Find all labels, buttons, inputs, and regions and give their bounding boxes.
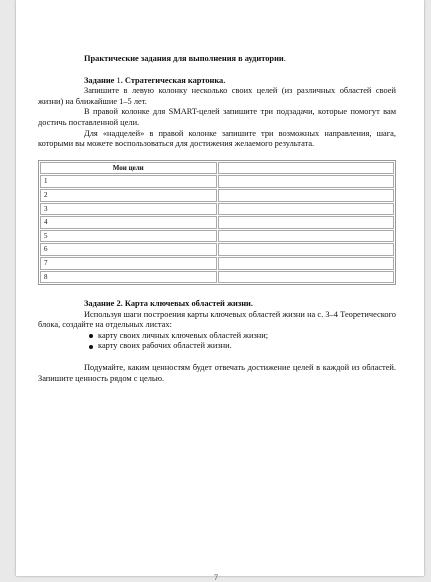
task1-paragraph: В правой колонке для SMART-целей запишите три подзадачи, которые помогут вам достичь поставленной цели.: [38, 107, 396, 127]
table-row: [40, 230, 394, 243]
table-cell[interactable]: 2: [40, 189, 217, 202]
document-page: [16, 0, 424, 582]
task1-heading: Задание 1. Стратегическая картонка.: [84, 75, 226, 85]
task2-bullet-list: [38, 331, 396, 352]
page-number: 7: [214, 573, 218, 582]
table-cell[interactable]: 4: [40, 216, 217, 229]
table-cell[interactable]: 6: [40, 243, 217, 256]
table-cell[interactable]: 3: [40, 203, 217, 216]
table-cell[interactable]: 1: [40, 175, 217, 188]
table-cell[interactable]: [218, 203, 395, 216]
task2-intro: Используя шаги построения карты ключевых областей жизни на с. 3–4 Теоретического блока, создайте на отдельных листах:: [38, 309, 396, 330]
task2-heading: Задание 2. Карта ключевых областей жизни.: [84, 299, 253, 309]
table-row: [40, 271, 394, 284]
table-row: [40, 257, 394, 270]
table-header-row: [40, 162, 394, 175]
table-row: [40, 203, 394, 216]
table-cell[interactable]: 8: [40, 271, 217, 284]
goals-table: [38, 160, 396, 285]
table-cell[interactable]: 5: [40, 230, 217, 243]
list-item: карту своих рабочих областей жизни.: [98, 341, 396, 352]
table-row: [40, 189, 394, 202]
page-content: [38, 54, 396, 384]
table-row: [40, 216, 394, 229]
task2-closing: Подумайте, каким ценностям будет отвечать достижение целей в каждой из областей. Запишите ценность рядом с целью.: [38, 363, 396, 383]
table-cell[interactable]: [218, 230, 395, 243]
task1-paragraph: Для «надцелей» в правой колонке запишите три возможных направления, шага, которыми вы можете воспользоваться для достижения желаемого результата.: [38, 128, 396, 149]
table-cell[interactable]: [218, 175, 395, 188]
table-cell[interactable]: [218, 257, 395, 270]
table-cell[interactable]: [218, 189, 395, 202]
task1-paragraph: Запишите в левую колонку несколько своих целей (из различных областей своей жизни) на ближайшие 1–5 лет.: [38, 86, 396, 106]
table-cell[interactable]: [218, 271, 395, 284]
table-cell[interactable]: [218, 243, 395, 256]
table-header-cell: Мои цели: [40, 162, 217, 175]
page-title: Практические задания для выполнения в аудитории.: [84, 54, 286, 63]
table-cell[interactable]: [218, 216, 395, 229]
list-item: карту своих личных ключевых областей жизни;: [98, 331, 396, 342]
table-row: [40, 243, 394, 256]
table-cell[interactable]: 7: [40, 257, 217, 270]
table-row: [40, 175, 394, 188]
table-header-cell: [218, 162, 395, 175]
